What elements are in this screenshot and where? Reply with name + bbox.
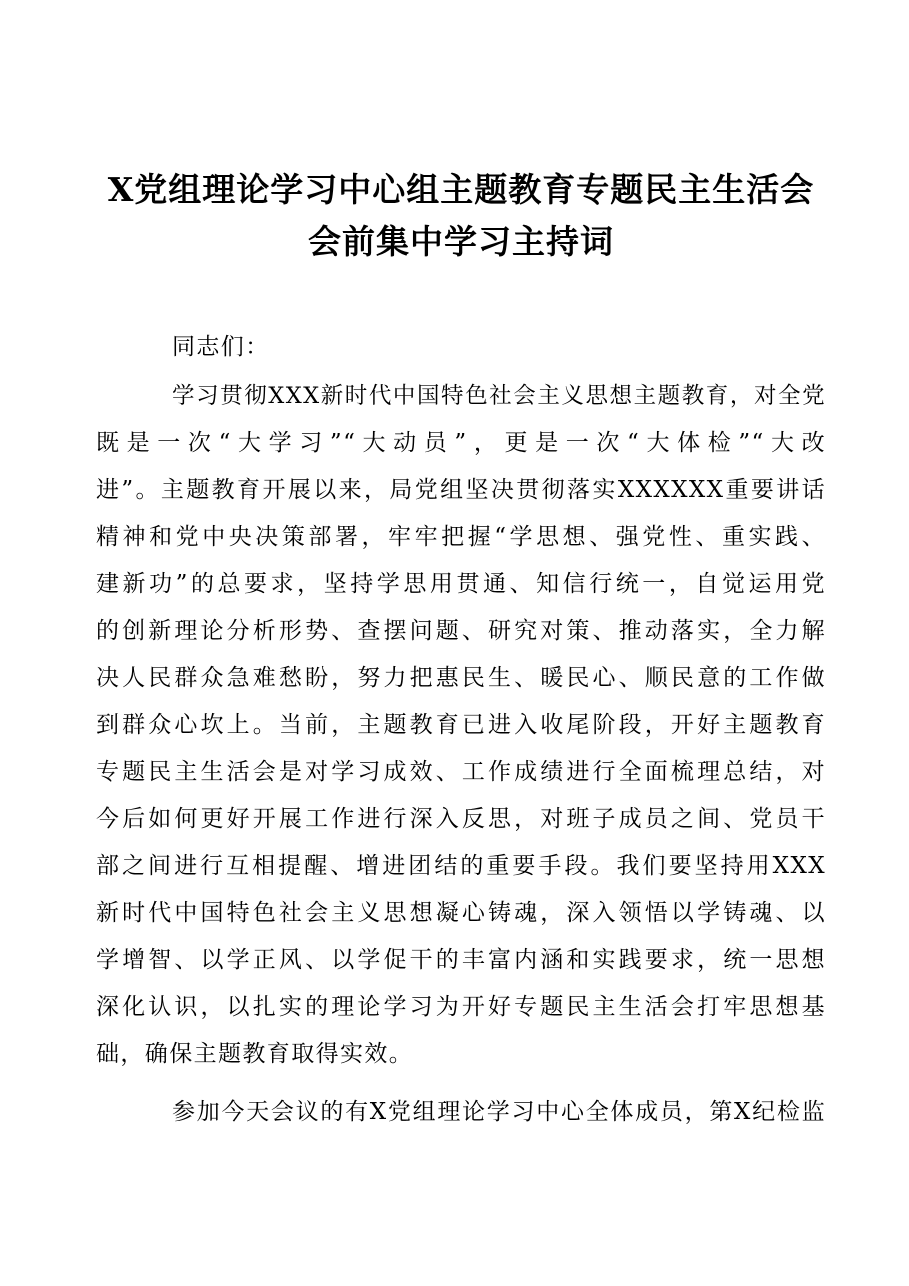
- paragraph-1-line: 新时代中国特色社会主义思想凝心铸魂，深入领悟以学铸魂、以: [96, 900, 826, 926]
- paragraph-1-line: 学增智、以学正风、以学促干的丰富内涵和实践要求，统一思想: [96, 947, 826, 973]
- document-title-line-2: 会前集中学习主持词: [308, 222, 614, 261]
- paragraph-1-line: 专题民主生活会是对学习成效、工作成绩进行全面梳理总结，对: [96, 759, 826, 785]
- paragraph-1-line: 决人民群众急难愁盼，努力把惠民生、暖民心、顺民意的工作做: [96, 665, 826, 691]
- salutation: 同志们：: [172, 334, 270, 360]
- paragraph-1-line: 到群众心坎上。当前，主题教育已进入收尾阶段，开好主题教育: [96, 712, 826, 738]
- document-title-line-1: X党组理论学习中心组主题教育专题民主生活会: [107, 170, 815, 209]
- paragraph-1-line: 进”。主题教育开展以来，局党组坚决贯彻落实XXXXXX重要讲话: [96, 477, 826, 503]
- paragraph-1-line: 学习贯彻XXX新时代中国特色社会主义思想主题教育，对全党: [172, 383, 826, 409]
- paragraph-1-line: 精神和党中央决策部署，牢牢把握“学思想、强党性、重实践、: [96, 524, 826, 550]
- paragraph-1-line: 部之间进行互相提醒、增进团结的重要手段。我们要坚持用XXX: [96, 853, 826, 879]
- paragraph-2-line: 参加今天会议的有X党组理论学习中心全体成员，第X纪检监: [172, 1099, 826, 1125]
- paragraph-1-line: 既是一次“大学习”“大动员”，更是一次“大体检”“大改: [96, 430, 826, 456]
- paragraph-1-line: 今后如何更好开展工作进行深入反思，对班子成员之间、党员干: [96, 806, 826, 832]
- paragraph-1-line: 础，确保主题教育取得实效。: [96, 1041, 414, 1067]
- paragraph-1-line: 深化认识，以扎实的理论学习为开好专题民主生活会打牢思想基: [96, 994, 826, 1020]
- paragraph-1-line: 的创新理论分析形势、查摆问题、研究对策、推动落实，全力解: [96, 618, 826, 644]
- paragraph-1-line: 建新功”的总要求，坚持学思用贯通、知信行统一，自觉运用党: [96, 571, 826, 597]
